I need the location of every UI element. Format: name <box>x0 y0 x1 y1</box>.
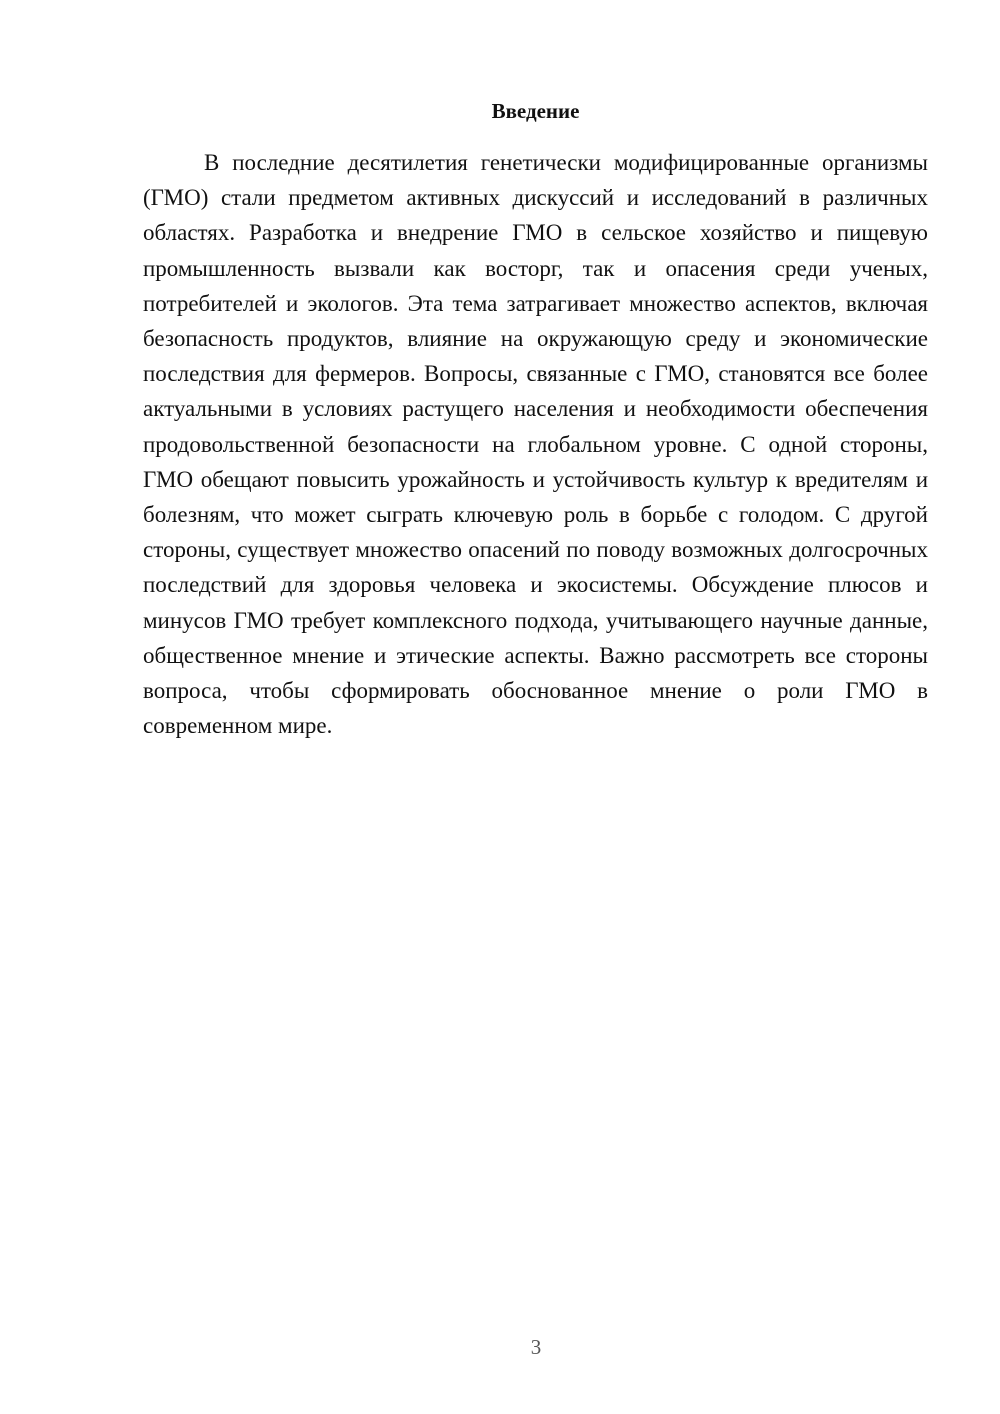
body-paragraph: В последние десятилетия генетически модифицированные организмы (ГМО) стали предметом активных дискуссий и исследований в различных областях. Разработка и внедрение ГМО в сельское хозяйство и пищевую промышленность вызвали как восторг, так и опасения среди ученых, потребителей и экологов. Эта тема затрагивает множество аспектов, включая безопасность продуктов, влияние на окружающую среду и экономические последствия для фермеров. Вопросы, связанные с ГМО, становятся все более актуальными в условиях растущего населения и необходимости обеспечения продовольственной безопасности на глобальном уровне. С одной стороны, ГМО обещают повысить урожайность и устойчивость культур к вредителям и болезням, что может сыграть ключевую роль в борьбе с голодом. С другой стороны, существует множество опасений по поводу возможных долгосрочных последствий для здоровья человека и экосистемы. Обсуждение плюсов и минусов ГМО требует комплексного подхода, учитывающего научные данные, общественное мнение и этические аспекты. Важно рассмотреть все стороны вопроса, чтобы сформировать обоснованное мнение о роли ГМО в современном мире. <box>143 150 928 739</box>
section-heading: Введение <box>491 99 580 123</box>
page-number: 3 <box>530 1335 542 1359</box>
